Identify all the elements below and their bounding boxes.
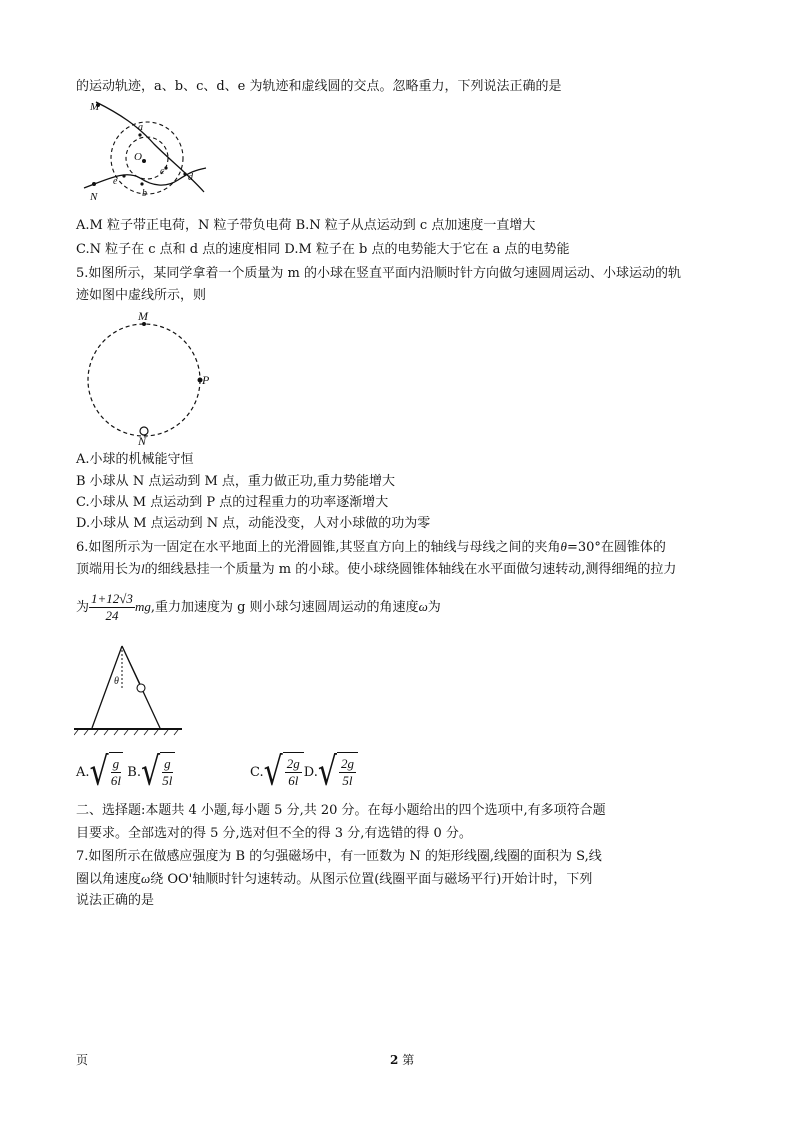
q4-label-O: O <box>134 151 142 163</box>
q4-trajectory-figure <box>80 96 210 208</box>
q4-label-a: a <box>138 122 143 133</box>
q6-option-b-label: B. <box>127 765 141 780</box>
q6-option-c-num: 2g <box>286 756 300 771</box>
q6-option-a-den: 6l <box>110 773 121 788</box>
q6-option-d-label: D. <box>303 765 318 780</box>
q7-stem-line2 <box>76 871 592 888</box>
q6-option-c-label: C. <box>250 765 264 780</box>
q5-stem-line2: 迹如图中虚线所示，则 <box>76 288 207 303</box>
q5-option-d: D.小球从 M 点运动到 N 点，动能没变，人对小球做的功为零 <box>76 516 431 531</box>
q6-fig-theta-label: θ <box>114 676 119 687</box>
q5-option-a: A.小球的机械能守恒 <box>76 452 194 467</box>
q7-stem-line3: 说法正确的是 <box>76 893 155 908</box>
q6-ball <box>137 684 145 692</box>
q6-stem3a: ,重力加速度为 g 则小球匀速圆周运动的角速度 <box>150 600 419 615</box>
q6-stem1b: =30°在圆锥体的 <box>566 540 666 555</box>
q5-label-M: M <box>138 309 148 323</box>
footer-right: 第 <box>402 1053 415 1067</box>
q7-omega-symbol: ω <box>141 871 151 886</box>
q6-option-c-sqrt: √ $\frac{2g}{6l}$ <box>264 752 304 793</box>
q7-line2b: 绕 OO'轴顺时针匀速转动。从图示位置(线圈平面与磁场平行)开始计时，下列 <box>150 872 593 887</box>
q6-option-d-num: 2g <box>340 756 354 771</box>
q6-mg: mg <box>134 599 151 614</box>
footer-page <box>390 1051 414 1068</box>
q6-stem1a: 6.如图所示为一固定在水平地面上的光滑圆锥,其竖直方向上的轴线与母线之间的夹角 <box>76 540 561 555</box>
q6-option-a-num: g <box>112 756 120 771</box>
q6-option-a-sqrt: √ $\frac{g}{6l}$ <box>90 752 124 793</box>
q5-dashed-circle <box>88 324 200 436</box>
q6-option-a-label: A. <box>76 765 90 780</box>
q4-label-M: M <box>90 101 100 113</box>
q4-label-c: c <box>160 166 165 177</box>
q6-stem-line3 <box>76 590 441 625</box>
q6-length-symbol: l <box>141 561 145 576</box>
q6-option-c-den: 6l <box>288 773 299 788</box>
q6-omega-symbol: ω <box>418 599 428 614</box>
q6-option-d-sqrt: √ $\frac{2g}{5l}$ <box>318 752 358 793</box>
q6-theta-symbol: θ <box>560 539 567 554</box>
q4-label-d: d <box>188 172 193 183</box>
q5-circle-figure <box>80 308 220 448</box>
section2-line1: 二、选择题:本题共 4 小题,每小题 5 分,共 20 分。在每小题给出的四个选项中,有多项符合题 <box>76 803 606 818</box>
q4-label-b: b <box>142 188 147 199</box>
q6-string <box>122 646 140 684</box>
q4-option-ab: A.M 粒子带正电荷，N 粒子带负电荷 B.N 粒子从点运动到 c 点加速度一直增大 <box>76 218 536 233</box>
q6-options-ab <box>76 749 175 795</box>
q5-option-b: B 小球从 N 点运动到 M 点，重力做正功,重力势能增大 <box>76 474 396 489</box>
q5-stem-line1: 5.如图所示，某同学拿着一个质量为 m 的小球在竖直平面内沿顺时针方向做匀速圆周运动、小球运动的轨 <box>76 266 681 281</box>
q6-option-b-num: g <box>164 756 171 771</box>
q4-label-e: e <box>113 176 118 187</box>
q6-cone-figure <box>74 640 184 736</box>
footer-left: 页 <box>76 1053 89 1067</box>
q4-option-cd: C.N 粒子在 c 点和 d 点的速度相同 D.M 粒子在 b 点的电势能大于它在 a 点的电势能 <box>76 242 570 257</box>
footer-page-number: 2 <box>390 1053 399 1067</box>
q4-label-N: N <box>90 191 98 203</box>
q6-option-b-sqrt: √ $\frac{g}{5l}$ <box>141 752 175 793</box>
q6-stem-line1 <box>76 539 666 556</box>
q6-option-d-den: 5l <box>342 773 353 788</box>
q6-option-b-den: 5l <box>162 773 173 788</box>
q6-stem-line2 <box>76 561 676 578</box>
q6-fraction-denominator: 24 <box>105 608 119 623</box>
section2-line2: 目要求。全部选对的得 5 分,选对但不全的得 3 分,有选错的得 0 分。 <box>76 826 472 841</box>
q7-stem-line1: 7.如图所示在做感应强度为 B 的匀强磁场中，有一匝数为 N 的矩形线圈,线圈的面积为 S,线 <box>76 849 602 864</box>
q6-cone-left-edge <box>92 646 122 728</box>
q5-label-P: P <box>202 373 210 387</box>
q6-stem3b: 为 <box>427 600 441 615</box>
q6-wei: 为 <box>76 600 90 615</box>
q4-intro: 的运动轨迹，a、b、c、d、e 为轨迹和虚线圆的交点。忽略重力，下列说法正确的是 <box>76 79 562 94</box>
q6-stem2a: 顶端用长为 <box>76 562 142 577</box>
q6-stem2b: 的细线悬挂一个质量为 m 的小球。使小球绕圆锥体轴线在水平面做匀速转动,测得细绳的拉力 <box>144 562 677 577</box>
q6-options-cd <box>250 749 358 795</box>
q6-fraction-numerator: 1+12√3 <box>91 591 133 606</box>
q5-label-N: N <box>138 434 147 448</box>
q5-option-c: C.小球从 M 点运动到 P 点的过程重力的功率逐渐增大 <box>76 495 389 510</box>
q6-tension-fraction <box>89 591 135 624</box>
q7-line2a: 圈以角速度 <box>76 872 142 887</box>
